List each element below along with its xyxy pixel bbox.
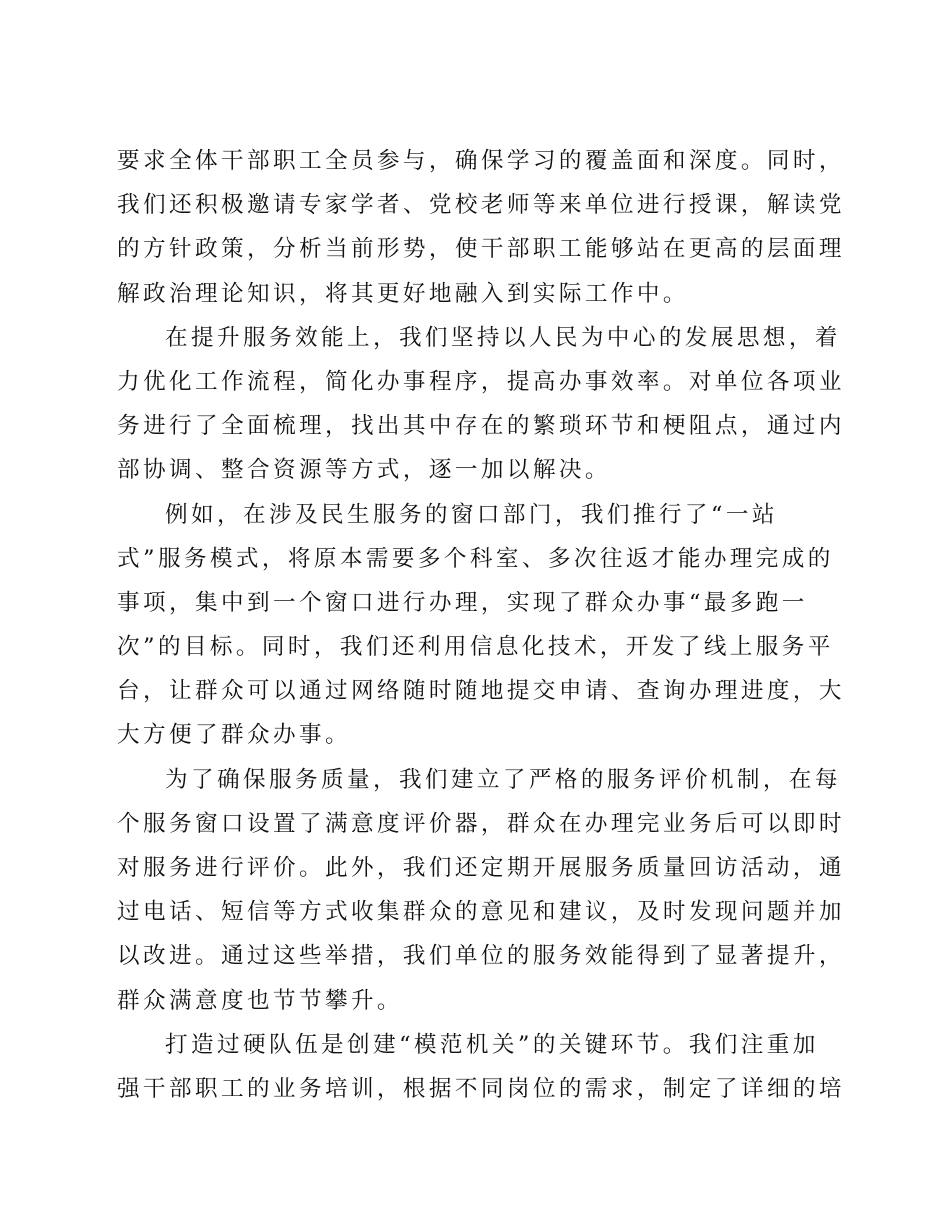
body-text	[117, 139, 845, 1111]
paragraph-first-line: 打造过硬队伍是创建“模范机关”的关键环节。我们注重加	[165, 1031, 819, 1058]
text-line: 过电话、短信等方式收集群众的意见和建议，及时发现问题并加	[117, 899, 845, 926]
text-line: 的方针政策，分析当前形势，使干部职工能够站在更高的层面理	[117, 236, 845, 263]
text-line: 台，让群众可以通过网络随时随地提交申请、查询办理进度，大	[117, 678, 845, 705]
text-line: 次”的目标。同时，我们还利用信息化技术，开发了线上服务平	[117, 634, 834, 661]
paragraph-first-line: 为了确保服务质量，我们建立了严格的服务评价机制，在每	[165, 766, 841, 793]
text-line: 式”服务模式，将原本需要多个科室、多次往返才能办理完成的	[117, 545, 834, 572]
text-line: 务进行了全面梳理，找出其中存在的繁琐环节和梗阻点，通过内	[117, 413, 845, 440]
text-line: 强干部职工的业务培训，根据不同岗位的需求，制定了详细的培	[117, 1075, 845, 1102]
paragraph-first-line: 例如，在涉及民生服务的窗口部门，我们推行了“一站	[165, 501, 778, 528]
text-line: 力优化工作流程，简化办事程序，提高办事效率。对单位各项业	[117, 368, 845, 395]
text-line: 大方便了群众办事。	[117, 722, 351, 749]
text-line: 要求全体干部职工全员参与，确保学习的覆盖面和深度。同时，	[117, 148, 845, 174]
paragraph-first-line: 在提升服务效能上，我们坚持以人民为中心的发展思想，着	[165, 324, 841, 351]
text-line: 以改进。通过这些举措，我们单位的服务效能得到了显著提升，	[117, 943, 845, 970]
text-line: 解政治理论知识，将其更好地融入到实际工作中。	[117, 280, 689, 307]
text-line: 对服务进行评价。此外，我们还定期开展服务质量回访活动，通	[117, 855, 845, 881]
text-line: 我们还积极邀请专家学者、党校老师等来单位进行授课，解读党	[117, 192, 845, 219]
text-line: 个服务窗口设置了满意度评价器，群众在办理完业务后可以即时	[117, 810, 845, 837]
text-line: 部协调、整合资源等方式，逐一加以解决。	[117, 457, 611, 484]
text-line: 群众满意度也节节攀升。	[117, 987, 403, 1014]
text-line: 事项，集中到一个窗口进行办理，实现了群众办事“最多跑一	[117, 589, 808, 616]
